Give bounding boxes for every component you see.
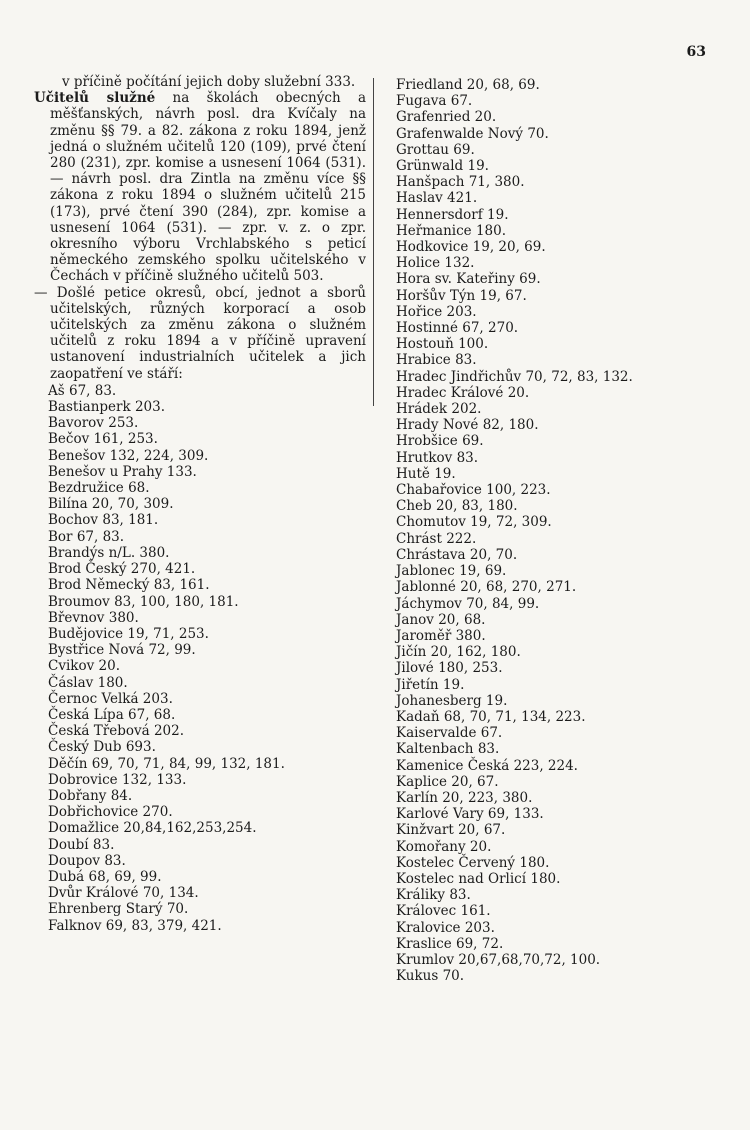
place-name: Čáslav <box>48 674 94 691</box>
place-name: Fugava <box>396 93 447 110</box>
index-entry <box>384 369 724 385</box>
page-references: 69. <box>462 433 484 450</box>
place-name: Hradec Jindřichův <box>396 368 522 385</box>
index-entry <box>384 93 724 109</box>
page-references: 67, 270. <box>462 320 519 337</box>
index-entry <box>384 936 724 952</box>
page-references: 67, 68. <box>128 706 176 723</box>
index-entry <box>384 612 724 628</box>
index-entry <box>384 952 724 968</box>
page-references: 82, 180. <box>482 417 539 434</box>
place-name: Chabařovice <box>396 482 482 499</box>
place-name: Kinžvart <box>396 822 454 839</box>
place-name: Friedland <box>396 77 463 93</box>
place-name: Kostelec nad Orlicí <box>396 870 527 887</box>
page-references: 100, 223. <box>486 482 551 499</box>
index-entry <box>384 304 724 320</box>
place-name: Bor <box>48 528 73 545</box>
place-name: Aš <box>48 382 65 399</box>
place-name: Doubí <box>48 836 89 853</box>
place-name: Hodkovice <box>396 239 469 256</box>
page-references: 19. <box>485 692 508 709</box>
index-entry <box>384 968 724 984</box>
entry-paragraph <box>34 90 366 284</box>
place-name: Jiřetín <box>396 676 439 693</box>
page-references: 19. <box>467 158 489 175</box>
index-entry <box>384 239 724 255</box>
place-name: Komořany <box>396 838 466 855</box>
page-references: 84. <box>110 787 133 804</box>
page-references: 180, 253. <box>438 660 503 677</box>
page-references: 20,67,68,70,72, 100. <box>458 951 601 968</box>
index-entry <box>34 545 366 561</box>
index-entry <box>34 594 366 610</box>
index-entry <box>34 642 366 658</box>
page-references: 20, 67. <box>458 822 506 839</box>
index-entry <box>34 496 366 512</box>
index-entry <box>34 804 366 820</box>
page-references: 83, 181. <box>102 512 159 529</box>
page-references: 202. <box>153 723 185 740</box>
place-name: Karlín <box>396 789 438 806</box>
place-name: Bastianperk <box>48 399 131 416</box>
index-entry <box>384 385 724 401</box>
place-name: Karlové Vary <box>396 806 484 823</box>
index-entry <box>384 126 724 142</box>
place-name: Dobrovice <box>48 771 118 788</box>
page-references: 20. <box>98 658 120 675</box>
place-name: Černoc Velká <box>48 690 139 707</box>
place-name: Cheb <box>396 498 432 515</box>
index-entry <box>384 628 724 644</box>
place-name: Horšův Týn <box>396 287 476 304</box>
index-entry <box>384 822 724 838</box>
page-references: 380. <box>139 544 170 561</box>
page-references: 70. <box>442 968 465 985</box>
index-entry <box>384 288 724 304</box>
index-entry <box>384 207 724 223</box>
page-references: 202. <box>451 401 482 418</box>
place-name: Kamenice Česká <box>396 757 510 774</box>
index-entry <box>34 675 366 691</box>
index-entry <box>384 774 724 790</box>
page-references: 71, 380. <box>468 174 525 191</box>
left-column <box>34 74 366 934</box>
index-entry <box>34 383 366 399</box>
page-references: 380. <box>455 627 486 644</box>
page-references: 70, 84, 99. <box>466 595 540 612</box>
place-name: Královec <box>396 903 457 920</box>
page-references: 20, 162, 180. <box>430 644 521 661</box>
page-references: 69, 83, 379, 421. <box>105 917 222 934</box>
place-name: Děčín <box>48 755 88 772</box>
place-name: Chrást <box>396 530 442 547</box>
index-entry <box>34 512 366 528</box>
index-entry <box>384 320 724 336</box>
page-references: 68. <box>128 480 150 497</box>
index-entry <box>384 709 724 725</box>
index-entry <box>34 431 366 447</box>
place-name: Český Dub <box>48 739 122 756</box>
index-entry <box>384 77 724 93</box>
page-references: 20, 70. <box>469 546 518 563</box>
place-name: Domažlice <box>48 820 120 837</box>
page-references: 180. <box>475 222 506 239</box>
right-column <box>384 77 724 984</box>
place-name: Česká Lípa <box>48 706 124 723</box>
place-name: Hora sv. Kateřiny <box>396 271 515 288</box>
left-place-list <box>34 383 366 934</box>
page-references: 83, 161. <box>153 577 210 594</box>
place-name: Česká Třebová <box>48 723 150 740</box>
index-entry <box>384 790 724 806</box>
index-entry <box>384 223 724 239</box>
page-references: 68, 70, 71, 134, 223. <box>443 708 586 725</box>
place-name: Falknov <box>48 917 102 934</box>
petition-paragraph: — Došlé petice okresů, obcí, jednot a sborů učitelských, různých korporací a osob učitelských za změnu zákona o služném učitelů z roku 1894 a v příčině upravení ustanovení industrialních učitelek a jich zaopatření ve stáří: <box>34 284 366 382</box>
index-entry <box>384 142 724 158</box>
index-entry <box>384 806 724 822</box>
page-number: 63 <box>686 44 706 60</box>
index-entry <box>384 871 724 887</box>
page-references: 72, 99. <box>148 642 196 659</box>
page-references: 70, 134. <box>142 885 199 902</box>
index-entry <box>34 885 366 901</box>
place-name: Bochov <box>48 512 99 529</box>
page-references: 19, 20, 69. <box>472 239 546 256</box>
page-references: 19, 71, 253. <box>127 625 209 642</box>
index-entry <box>384 109 724 125</box>
index-entry <box>34 626 366 642</box>
page-references: 67, 83. <box>76 528 125 545</box>
place-name: Hrádek <box>396 401 448 418</box>
index-entry <box>34 610 366 626</box>
place-name: Jilové <box>396 660 434 677</box>
page-references: 380. <box>108 609 139 626</box>
index-entry <box>384 563 724 579</box>
page-references: 69, 133. <box>487 806 544 823</box>
page-references: 421. <box>447 190 478 207</box>
index-entry <box>384 855 724 871</box>
page-references: 180. <box>530 870 561 887</box>
place-name: Hrutkov <box>396 449 453 466</box>
page-references: 19, 69. <box>459 563 507 580</box>
index-entry <box>384 482 724 498</box>
index-entry <box>384 903 724 919</box>
page-references: 83, 100, 180, 181. <box>114 593 239 610</box>
page-references: 180. <box>519 854 550 871</box>
place-name: Hradec Králové <box>396 384 504 401</box>
index-entry <box>34 415 366 431</box>
index-entry <box>34 918 366 934</box>
page-references: 19. <box>434 465 456 482</box>
page-references: 19, 72, 309. <box>470 514 552 531</box>
page-references: 19, 67. <box>479 287 527 304</box>
place-name: Jáchymov <box>396 595 462 612</box>
right-place-list <box>384 77 724 984</box>
index-entry <box>384 514 724 530</box>
place-name: Haslav <box>396 190 443 207</box>
index-entry <box>384 547 724 563</box>
page-references: 223, 224. <box>513 757 578 774</box>
page-references: 253. <box>108 415 139 432</box>
entry-heading: Učitelů služné <box>34 90 156 107</box>
index-entry <box>384 693 724 709</box>
entry-text: na školách obecných a měšťanských, návrh posl. dra Kvíčaly na změnu §§ 79. a 82. zákona z roku 1894, jenž jedná o služném učitelů 120 (109), prvé čtení 280 (231), zpr. komise a usnesení 1064 (531). — návrh posl. dra Zintla na změnu více §§ zákona z roku 1894 o služném učitelů 215 (173), prvé čtení 390 (284), zpr. komise a usnesení 1064 (531). — zpr. v. z. o zpr. okresního výboru Vrchlabského s peticí německého zemského spolku učitelského v Čechách v příčině služného učitelů 503. <box>50 90 366 285</box>
page-references: 19. <box>487 206 509 223</box>
place-name: Grafenried <box>396 109 471 126</box>
page-references: 222. <box>446 530 477 547</box>
page-references: 132, 133. <box>121 771 187 788</box>
page-references: 203. <box>464 919 495 936</box>
index-entry <box>384 725 724 741</box>
index-entry <box>34 869 366 885</box>
place-name: Dubá <box>48 868 85 885</box>
index-entry <box>384 174 724 190</box>
page-references: 132, 224, 309. <box>109 447 209 464</box>
page-references: 20. <box>474 109 497 126</box>
index-entry <box>384 579 724 595</box>
page-references: 83. <box>104 852 126 869</box>
index-entry <box>384 839 724 855</box>
index-entry <box>384 190 724 206</box>
place-name: Dobřichovice <box>48 804 139 821</box>
index-entry <box>34 837 366 853</box>
index-entry <box>34 399 366 415</box>
page-references: 20. <box>507 384 530 401</box>
page-references: 70, 72, 83, 132. <box>525 368 633 385</box>
page-references: 67. <box>450 93 473 110</box>
index-entry <box>34 739 366 755</box>
index-entry <box>34 772 366 788</box>
page-references: 69, 70, 71, 84, 99, 132, 181. <box>91 755 285 772</box>
place-name: Chrástava <box>396 546 466 563</box>
page-references: 203. <box>142 690 173 707</box>
index-entry <box>384 531 724 547</box>
place-name: Brod Německý <box>48 577 150 594</box>
place-name: Jablonné <box>396 579 456 596</box>
index-entry <box>384 758 724 774</box>
place-name: Johanesberg <box>396 692 482 709</box>
place-name: Brod Český <box>48 561 127 578</box>
place-name: Hrady Nové <box>396 417 479 434</box>
page-references: 83. <box>477 741 500 758</box>
index-entry <box>384 255 724 271</box>
page-references: 20, 83, 180. <box>435 498 518 515</box>
place-name: Heřmanice <box>396 222 472 239</box>
index-entry <box>34 788 366 804</box>
place-name: Kralovice <box>396 919 461 936</box>
page-references: 203. <box>134 399 166 416</box>
place-name: Brandýs n/L. <box>48 544 136 561</box>
place-name: Broumov <box>48 593 110 610</box>
index-entry <box>34 723 366 739</box>
place-name: Holice <box>396 255 441 272</box>
index-entry <box>34 820 366 836</box>
column-divider <box>373 78 374 406</box>
index-entry <box>34 853 366 869</box>
place-name: Jablonec <box>396 563 455 580</box>
page-references: 161. <box>460 903 491 920</box>
place-name: Hořice <box>396 303 443 320</box>
index-entry <box>384 466 724 482</box>
intro-continuation: v příčině počítání jejich doby služební 333. <box>62 74 356 90</box>
place-name: Benešov u Prahy <box>48 463 163 480</box>
place-name: Kostelec Červený <box>396 854 516 871</box>
page-references: 70. <box>527 125 549 142</box>
place-name: Chomutov <box>396 514 466 531</box>
place-name: Kukus <box>396 968 439 985</box>
index-entry <box>384 352 724 368</box>
place-name: Hanšpach <box>396 174 465 191</box>
page-references: 20, 67. <box>451 773 499 790</box>
page-references: 100. <box>458 336 489 353</box>
index-entry <box>34 691 366 707</box>
index-entry <box>34 529 366 545</box>
index-entry <box>384 433 724 449</box>
page-references: 70. <box>166 901 189 918</box>
index-entry <box>34 756 366 772</box>
page-references: 20, 68, 270, 271. <box>460 579 577 596</box>
place-name: Hutě <box>396 465 430 482</box>
place-name: Bystřice Nová <box>48 642 145 659</box>
index-entry <box>384 271 724 287</box>
index-entry <box>34 464 366 480</box>
index-entry <box>384 887 724 903</box>
index-entry <box>384 920 724 936</box>
place-name: Bečov <box>48 431 90 448</box>
page-references: 69. <box>453 141 475 158</box>
page-references: 270. <box>142 804 173 821</box>
place-name: Budějovice <box>48 625 124 642</box>
place-name: Kaplice <box>396 773 447 790</box>
place-name: Krumlov <box>396 951 455 968</box>
place-name: Břevnov <box>48 609 105 626</box>
page-references: 83. <box>92 836 115 853</box>
index-entry <box>384 741 724 757</box>
page-references: 83. <box>449 887 471 904</box>
index-entry <box>34 707 366 723</box>
page-references: 20, 68. <box>438 611 486 628</box>
page-references: 69, 72. <box>456 935 504 952</box>
index-entry <box>384 417 724 433</box>
place-name: Kadaň <box>396 708 440 725</box>
place-name: Hennersdorf <box>396 206 483 223</box>
place-name: Grünwald <box>396 158 464 175</box>
page-references: 20,84,162,253,254. <box>123 820 257 837</box>
place-name: Bezdružice <box>48 480 124 497</box>
page-references: 693. <box>125 739 156 756</box>
index-entry <box>34 448 366 464</box>
page-references: 19. <box>442 676 465 693</box>
place-name: Hrabice <box>396 352 451 369</box>
page-references: 67, 83. <box>68 382 117 399</box>
place-name: Grafenwalde Nový <box>396 125 524 142</box>
page-references: 20, 68, 69. <box>466 77 540 93</box>
place-name: Bilína <box>48 496 88 513</box>
page-references: 270, 421. <box>130 561 196 578</box>
place-name: Kaiservalde <box>396 725 477 742</box>
place-name: Grottau <box>396 141 449 158</box>
index-entry <box>384 677 724 693</box>
page-references: 161, 253. <box>93 431 158 448</box>
place-name: Hrobšice <box>396 433 458 450</box>
page-references: 20, 223, 380. <box>442 789 533 806</box>
place-name: Kraslice <box>396 935 452 952</box>
index-entry <box>384 450 724 466</box>
page-references: 69. <box>519 271 541 288</box>
place-name: Doupov <box>48 852 101 869</box>
place-name: Dobřany <box>48 787 107 804</box>
index-entry <box>384 158 724 174</box>
place-name: Benešov <box>48 447 106 464</box>
index-entry <box>384 644 724 660</box>
place-name: Janov <box>396 611 434 628</box>
place-name: Bavorov <box>48 415 104 432</box>
page-references: 83. <box>455 352 477 369</box>
page-references: 180. <box>97 674 128 691</box>
page-references: 67. <box>480 725 503 742</box>
page-references: 132. <box>444 255 475 272</box>
index-entry <box>34 480 366 496</box>
index-entry <box>384 401 724 417</box>
index-entry <box>34 577 366 593</box>
index-entry <box>384 660 724 676</box>
place-name: Ehrenberg Starý <box>48 901 163 918</box>
index-entry <box>384 596 724 612</box>
place-name: Králiky <box>396 887 446 904</box>
page-references: 203. <box>446 303 477 320</box>
place-name: Hostouň <box>396 336 454 353</box>
page-references: 20. <box>469 838 492 855</box>
index-entry <box>34 561 366 577</box>
place-name: Kaltenbach <box>396 741 474 758</box>
place-name: Jičín <box>396 644 427 661</box>
index-entry <box>34 901 366 917</box>
index-entry <box>34 658 366 674</box>
place-name: Cvikov <box>48 658 95 675</box>
place-name: Hostinné <box>396 320 458 337</box>
place-name: Jaroměř <box>396 627 452 644</box>
page-references: 133. <box>166 463 197 480</box>
page-references: 83. <box>456 449 479 466</box>
page-references: 20, 70, 309. <box>91 496 174 513</box>
index-entry <box>384 336 724 352</box>
page-references: 68, 69, 99. <box>88 868 162 885</box>
place-name: Dvůr Králové <box>48 885 139 902</box>
index-entry <box>384 498 724 514</box>
